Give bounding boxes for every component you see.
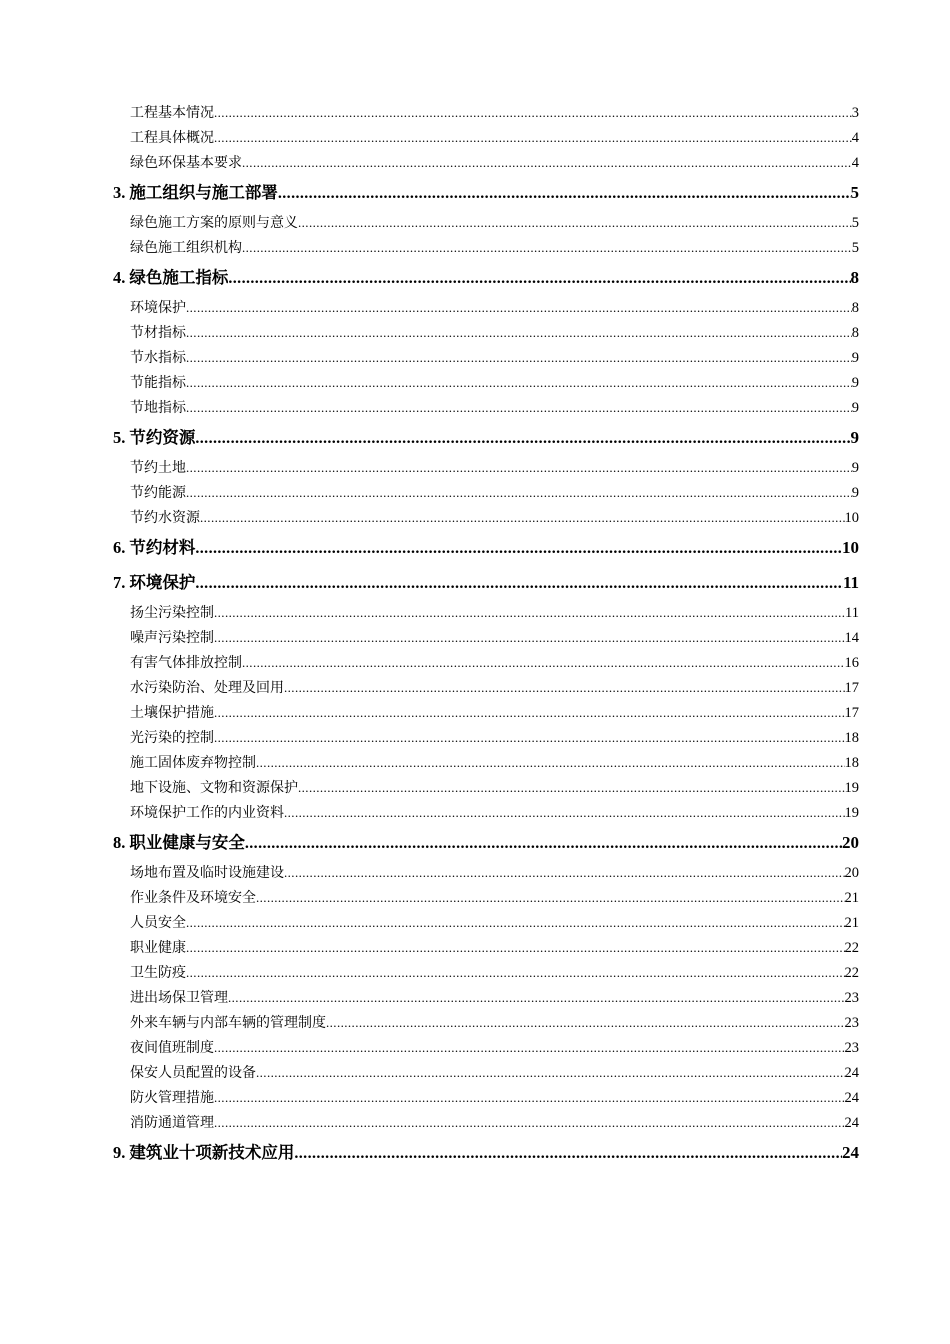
toc-entry-title [130, 346, 186, 371]
toc-page-number: 19 [845, 776, 860, 801]
toc-entry-title [130, 751, 256, 776]
toc-entry-title-text: 节水指标 [130, 350, 186, 366]
toc-subsection-entry[interactable] [113, 650, 859, 675]
toc-entry-title [130, 1036, 214, 1061]
toc-entry-title-text: 绿色环保基本要求 [130, 155, 242, 171]
toc-page-number: 16 [845, 651, 860, 676]
toc-subsection-entry[interactable] [113, 1010, 859, 1035]
toc-page-number: 23 [845, 1011, 860, 1036]
toc-page-number: 23 [845, 986, 860, 1011]
toc-entry-title-text: 建筑业十项新技术应用 [129, 1143, 295, 1162]
toc-entry-title-text: 进出场保卫管理 [130, 990, 228, 1006]
toc-dot-leader [186, 480, 852, 505]
toc-entry-title-text: 绿色施工方案的原则与意义 [130, 215, 298, 231]
toc-subsection-entry[interactable] [113, 885, 859, 910]
toc-dot-leader [195, 531, 842, 566]
toc-entry-title-text: 职业健康与安全 [129, 833, 245, 852]
toc-entry-title [113, 260, 228, 295]
toc-dot-leader [298, 210, 852, 235]
toc-dot-leader [214, 1035, 845, 1060]
toc-entry-title-text: 绿色施工组织机构 [130, 240, 242, 256]
toc-page-number: 9 [852, 396, 859, 421]
toc-dot-leader [186, 960, 845, 985]
toc-subsection-entry[interactable] [113, 395, 859, 420]
toc-page-number: 4 [852, 151, 859, 176]
toc-subsection-entry[interactable] [113, 675, 859, 700]
toc-subsection-entry[interactable] [113, 910, 859, 935]
toc-section-entry[interactable] [113, 565, 859, 600]
toc-subsection-entry[interactable] [113, 775, 859, 800]
toc-entry-title [130, 936, 186, 961]
toc-dot-leader [186, 320, 852, 345]
toc-dot-leader [256, 750, 845, 775]
toc-entry-title [130, 801, 284, 826]
toc-entry-title [130, 321, 186, 346]
toc-subsection-entry[interactable] [113, 1035, 859, 1060]
toc-subsection-entry[interactable] [113, 125, 859, 150]
toc-entry-title [130, 626, 214, 651]
toc-section-entry[interactable] [113, 420, 859, 455]
toc-entry-title-text: 扬尘污染控制 [130, 605, 214, 621]
toc-entry-title-text: 保安人员配置的设备 [130, 1065, 256, 1081]
toc-subsection-entry[interactable] [113, 480, 859, 505]
toc-entry-title [130, 371, 186, 396]
toc-subsection-entry[interactable] [113, 1060, 859, 1085]
toc-subsection-entry[interactable] [113, 1110, 859, 1135]
toc-entry-title-text: 节材指标 [130, 325, 186, 341]
toc-subsection-entry[interactable] [113, 625, 859, 650]
toc-dot-leader [298, 775, 845, 800]
table-of-contents [113, 100, 859, 1170]
toc-section-number: 6. [113, 538, 126, 557]
toc-page-number: 5 [852, 211, 859, 236]
toc-page-number: 11 [845, 601, 859, 626]
toc-entry-title [113, 175, 278, 210]
toc-entry-title [130, 396, 186, 421]
toc-dot-leader [214, 125, 852, 150]
toc-subsection-entry[interactable] [113, 345, 859, 370]
toc-subsection-entry[interactable] [113, 1085, 859, 1110]
toc-section-entry[interactable] [113, 175, 859, 210]
toc-dot-leader [278, 176, 851, 211]
toc-section-number: 5. [113, 428, 126, 447]
toc-entry-title-text: 卫生防疫 [130, 965, 186, 981]
toc-dot-leader [326, 1010, 845, 1035]
toc-page-number: 18 [845, 751, 860, 776]
toc-section-entry[interactable] [113, 1135, 859, 1170]
toc-dot-leader [228, 261, 850, 296]
toc-subsection-entry[interactable] [113, 210, 859, 235]
toc-entry-title [130, 126, 214, 151]
toc-subsection-entry[interactable] [113, 295, 859, 320]
toc-page-number: 24 [845, 1086, 860, 1111]
toc-subsection-entry[interactable] [113, 505, 859, 530]
toc-dot-leader [294, 1136, 842, 1171]
toc-dot-leader [186, 295, 852, 320]
toc-entry-title [130, 151, 242, 176]
toc-entry-title [130, 211, 298, 236]
toc-page-number: 24 [842, 1135, 859, 1170]
toc-entry-title-text: 人员安全 [130, 915, 186, 931]
toc-entry-title [130, 911, 186, 936]
toc-entry-title-text: 作业条件及环境安全 [130, 890, 256, 906]
toc-page-number: 9 [852, 456, 859, 481]
toc-dot-leader [242, 650, 845, 675]
toc-entry-title [130, 961, 186, 986]
toc-page-number: 21 [845, 886, 860, 911]
toc-page-number: 24 [845, 1111, 860, 1136]
toc-entry-title-text: 环境保护 [130, 300, 186, 316]
toc-entry-title-text: 节约土地 [130, 460, 186, 476]
toc-entry-title [130, 651, 242, 676]
toc-page-number: 24 [845, 1061, 860, 1086]
toc-subsection-entry[interactable] [113, 700, 859, 725]
toc-subsection-entry[interactable] [113, 150, 859, 175]
toc-page-number: 14 [845, 626, 860, 651]
toc-entry-title-text: 节能指标 [130, 375, 186, 391]
toc-section-number: 9. [113, 1143, 126, 1162]
toc-page-number: 11 [843, 565, 859, 600]
toc-dot-leader [214, 625, 845, 650]
toc-entry-title-text: 土壤保护措施 [130, 705, 214, 721]
toc-section-number: 3. [113, 183, 126, 202]
toc-subsection-entry[interactable] [113, 935, 859, 960]
toc-dot-leader [200, 505, 845, 530]
toc-subsection-entry[interactable] [113, 960, 859, 985]
toc-entry-title [130, 1111, 214, 1136]
toc-dot-leader [186, 910, 845, 935]
toc-dot-leader [214, 725, 845, 750]
toc-entry-title-text: 防火管理措施 [130, 1090, 214, 1106]
toc-page-number: 20 [845, 861, 860, 886]
toc-entry-title [130, 296, 186, 321]
toc-entry-title [130, 1061, 256, 1086]
toc-entry-title [130, 886, 256, 911]
toc-entry-title [130, 236, 242, 261]
toc-entry-title-text: 环境保护工作的内业资料 [130, 805, 284, 821]
toc-page-number: 20 [842, 825, 859, 860]
toc-entry-title [113, 565, 195, 600]
toc-page-number: 21 [845, 911, 860, 936]
toc-page-number: 19 [845, 801, 860, 826]
toc-dot-leader [186, 345, 852, 370]
toc-entry-title [130, 701, 214, 726]
toc-subsection-entry[interactable] [113, 750, 859, 775]
toc-entry-title-text: 施工组织与施工部署 [129, 183, 278, 202]
toc-dot-leader [284, 675, 845, 700]
toc-subsection-entry[interactable] [113, 235, 859, 260]
toc-entry-title [130, 986, 228, 1011]
toc-dot-leader [214, 1085, 845, 1110]
toc-entry-title [113, 420, 195, 455]
toc-page-number: 22 [845, 936, 860, 961]
toc-entry-title [130, 1011, 326, 1036]
toc-dot-leader [242, 235, 852, 260]
toc-page-number: 9 [852, 371, 859, 396]
toc-section-number: 4. [113, 268, 126, 287]
toc-subsection-entry[interactable] [113, 725, 859, 750]
toc-entry-title-text: 夜间值班制度 [130, 1040, 214, 1056]
toc-entry-title [130, 726, 214, 751]
toc-entry-title-text: 节约资源 [129, 428, 196, 447]
toc-entry-title-text: 光污染的控制 [130, 730, 214, 746]
toc-page-number: 8 [851, 260, 860, 295]
toc-entry-title-text: 消防通道管理 [130, 1115, 214, 1131]
toc-entry-title-text: 环境保护 [129, 573, 196, 592]
toc-entry-title [130, 776, 298, 801]
toc-subsection-entry[interactable] [113, 800, 859, 825]
toc-page-number: 9 [852, 346, 859, 371]
toc-page-number: 18 [845, 726, 860, 751]
toc-entry-title-text: 噪声污染控制 [130, 630, 214, 646]
toc-entry-title-text: 地下设施、文物和资源保护 [130, 780, 298, 796]
toc-entry-title [130, 601, 214, 626]
toc-entry-title [130, 861, 284, 886]
toc-entry-title [130, 456, 186, 481]
toc-section-number: 8. [113, 833, 126, 852]
toc-entry-title [113, 1135, 294, 1170]
toc-dot-leader [195, 421, 850, 456]
toc-entry-title [113, 825, 245, 860]
toc-dot-leader [214, 600, 845, 625]
toc-entry-title-text: 场地布置及临时设施建设 [130, 865, 284, 881]
toc-section-entry[interactable] [113, 530, 859, 565]
toc-page-number: 5 [852, 236, 859, 261]
toc-subsection-entry[interactable] [113, 320, 859, 345]
toc-entry-title-text: 绿色施工指标 [129, 268, 229, 287]
toc-entry-title-text: 工程具体概况 [130, 130, 214, 146]
toc-page-number: 17 [845, 701, 860, 726]
toc-subsection-entry[interactable] [113, 370, 859, 395]
toc-dot-leader [186, 395, 852, 420]
toc-page-number: 10 [845, 506, 860, 531]
toc-subsection-entry[interactable] [113, 100, 859, 125]
toc-entry-title [130, 1086, 214, 1111]
toc-dot-leader [195, 566, 843, 601]
toc-entry-title [130, 481, 186, 506]
toc-dot-leader [186, 455, 852, 480]
toc-subsection-entry[interactable] [113, 860, 859, 885]
toc-entry-title-text: 节地指标 [130, 400, 186, 416]
toc-entry-title-text: 工程基本情况 [130, 105, 214, 121]
toc-page-number: 23 [845, 1036, 860, 1061]
toc-dot-leader [214, 1110, 845, 1135]
toc-page-number: 10 [842, 530, 859, 565]
toc-entry-title-text: 节约水资源 [130, 510, 200, 526]
toc-page-number: 8 [852, 296, 859, 321]
toc-entry-title-text: 施工固体废弃物控制 [130, 755, 256, 771]
toc-section-number: 7. [113, 573, 126, 592]
toc-entry-title [130, 676, 284, 701]
toc-section-entry[interactable] [113, 825, 859, 860]
toc-dot-leader [242, 150, 852, 175]
toc-entry-title [113, 530, 195, 565]
toc-dot-leader [214, 700, 845, 725]
toc-page-number: 22 [845, 961, 860, 986]
toc-page-number: 3 [852, 101, 859, 126]
toc-page-number: 4 [852, 126, 859, 151]
toc-subsection-entry[interactable] [113, 455, 859, 480]
toc-entry-title [130, 101, 214, 126]
toc-page-number: 8 [852, 321, 859, 346]
toc-dot-leader [256, 885, 845, 910]
toc-subsection-entry[interactable] [113, 985, 859, 1010]
toc-dot-leader [256, 1060, 845, 1085]
toc-dot-leader [228, 985, 845, 1010]
toc-entry-title-text: 外来车辆与内部车辆的管理制度 [130, 1015, 326, 1031]
toc-dot-leader [284, 860, 845, 885]
toc-page-number: 9 [852, 481, 859, 506]
toc-dot-leader [186, 935, 845, 960]
toc-entry-title [130, 506, 200, 531]
toc-entry-title-text: 有害气体排放控制 [130, 655, 242, 671]
toc-dot-leader [284, 800, 845, 825]
toc-page-number: 9 [851, 420, 860, 455]
toc-section-entry[interactable] [113, 260, 859, 295]
toc-page-number: 5 [851, 175, 860, 210]
toc-entry-title-text: 水污染防治、处理及回用 [130, 680, 284, 696]
toc-entry-title-text: 节约材料 [129, 538, 196, 557]
toc-dot-leader [186, 370, 852, 395]
toc-dot-leader [245, 826, 842, 861]
toc-dot-leader [214, 100, 852, 125]
toc-page-number: 17 [845, 676, 860, 701]
toc-subsection-entry[interactable] [113, 600, 859, 625]
toc-entry-title-text: 职业健康 [130, 940, 186, 956]
toc-entry-title-text: 节约能源 [130, 485, 186, 501]
